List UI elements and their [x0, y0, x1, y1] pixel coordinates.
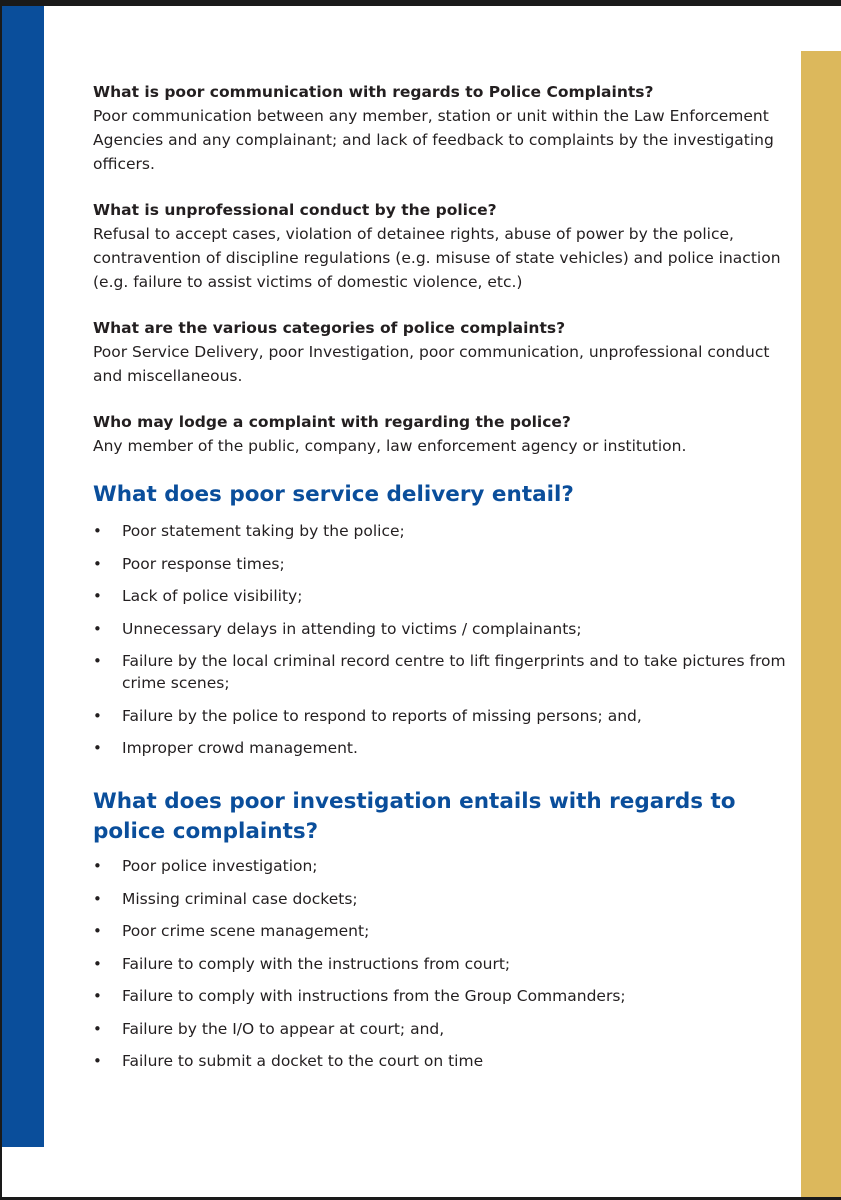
left-blue-stripe [2, 6, 44, 1147]
list-item-text: Failure to submit a docket to the court on time [122, 1052, 484, 1070]
investigation-list [93, 855, 793, 1072]
bullet-icon: • [93, 889, 102, 908]
list-item [93, 953, 793, 975]
bullet-icon: • [93, 1052, 102, 1070]
bullet-icon: • [93, 987, 102, 1005]
list-item-text: Poor police investigation; [122, 857, 318, 875]
list-item-text: Missing criminal case dockets; [122, 889, 358, 908]
list-item [93, 920, 793, 942]
answer-text: Poor communication between any member, station or unit within the Law Enforcement Agencies and any complainant; and lack of feedback to complaints by the investigating officers. [93, 107, 774, 173]
bullet-icon: • [93, 706, 102, 725]
question-heading: What is unprofessional conduct by the police? [93, 201, 497, 219]
section-heading-investigation: What does poor investigation entails with regards to police complaints? [93, 789, 736, 844]
list-item-text: Unnecessary delays in attending to victims / complainants; [122, 619, 582, 638]
list-item [93, 1050, 793, 1072]
question-heading: What is poor communication with regards to Police Complaints? [93, 83, 654, 101]
qa-block-communication [93, 80, 793, 176]
list-item [93, 985, 793, 1007]
list-item [93, 650, 793, 694]
list-item-text: Poor crime scene management; [122, 922, 370, 940]
list-item-text: Lack of police visibility; [122, 587, 303, 605]
list-item [93, 855, 793, 877]
list-item-text: Poor statement taking by the police; [122, 522, 405, 540]
page-content [93, 80, 793, 1083]
list-item-text: Improper crowd management. [122, 739, 358, 757]
list-item-text: Failure to comply with instructions from the Group Commanders; [122, 987, 626, 1005]
list-item [93, 553, 793, 575]
list-item-text: Failure by the police to respond to reports of missing persons; and, [122, 706, 642, 725]
bullet-icon: • [93, 522, 102, 540]
qa-block-categories [93, 316, 793, 388]
bullet-icon: • [93, 857, 102, 875]
bullet-icon: • [93, 619, 102, 638]
bullet-icon: • [93, 587, 102, 605]
list-item-text: Failure by the I/O to appear at court; and, [122, 1019, 445, 1038]
list-item [93, 705, 793, 727]
list-item [93, 618, 793, 640]
qa-block-who-may-lodge [93, 410, 793, 458]
service-delivery-list [93, 520, 793, 759]
list-item [93, 585, 793, 607]
bullet-icon: • [93, 954, 102, 973]
answer-text: Poor Service Delivery, poor Investigation, poor communication, unprofessional conduct and miscellaneous. [93, 343, 770, 385]
list-item [93, 520, 793, 542]
bullet-icon: • [93, 554, 102, 573]
list-item-text: Poor response times; [122, 554, 285, 573]
question-heading: What are the various categories of police complaints? [93, 319, 566, 337]
list-item-text: Failure by the local criminal record centre to lift fingerprints and to take pictures from crime scenes; [122, 652, 786, 692]
list-item [93, 888, 793, 910]
section-heading-service-delivery: What does poor service delivery entail? [93, 482, 574, 507]
list-item-text: Failure to comply with the instructions from court; [122, 954, 511, 973]
answer-text: Any member of the public, company, law enforcement agency or institution. [93, 437, 687, 455]
bullet-icon: • [93, 652, 102, 670]
question-heading: Who may lodge a complaint with regarding the police? [93, 413, 571, 431]
list-item [93, 1018, 793, 1040]
bullet-icon: • [93, 739, 102, 757]
right-gold-stripe [801, 51, 841, 1197]
list-item [93, 737, 793, 759]
bullet-icon: • [93, 1019, 102, 1038]
qa-block-unprofessional-conduct [93, 198, 793, 294]
bullet-icon: • [93, 922, 102, 940]
answer-text: Refusal to accept cases, violation of detainee rights, abuse of power by the police, contravention of discipline regulations (e.g. misuse of state vehicles) and police inaction (e.g. failure to assist victims of domestic violence, etc.) [93, 225, 781, 291]
